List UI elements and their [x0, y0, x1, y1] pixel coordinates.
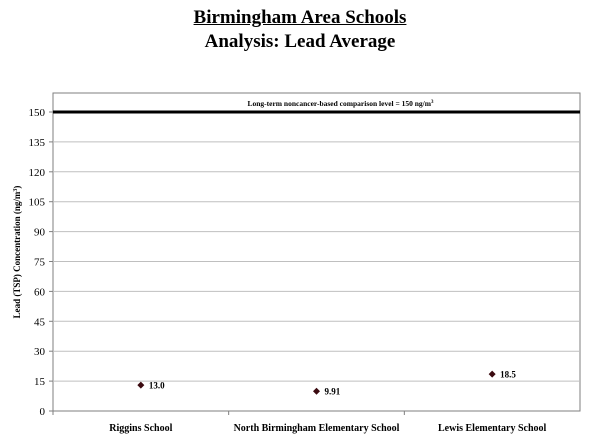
y-tick-label-60: 60	[34, 286, 45, 299]
y-axis-ticks	[29, 107, 54, 418]
y-tick-label-30: 30	[34, 346, 45, 359]
x-category-label-0: Riggins School	[109, 423, 173, 434]
x-category-label-1: North Birmingham Elementary School	[233, 423, 400, 434]
x-axis-categories	[53, 411, 547, 434]
y-tick-label-150: 150	[28, 107, 45, 119]
y-tick-label-135: 135	[28, 136, 45, 149]
y-axis-label-sup: 3	[13, 188, 19, 192]
y-axis-label-text: Lead (TSP) Concentration (ng/m	[12, 191, 22, 319]
data-label-2: 18.5	[500, 369, 516, 380]
y-tick-label-105: 105	[28, 196, 45, 209]
y-tick-label-45: 45	[34, 316, 45, 329]
y-tick-label-0: 0	[39, 406, 45, 418]
data-label-1: 9.91	[324, 386, 341, 397]
y-tick-label-90: 90	[34, 226, 45, 239]
reference-label-text: Long-term noncancer-based comparison level = 150 ng/m	[247, 99, 432, 108]
y-axis-label-end: )	[12, 185, 22, 189]
y-tick-label-15: 15	[34, 376, 45, 389]
y-tick-label-120: 120	[28, 166, 45, 179]
reference-line-label	[247, 99, 434, 108]
chart-title: Birmingham Area Schools	[193, 7, 407, 28]
y-tick-label-75: 75	[34, 256, 45, 269]
chart-subtitle: Analysis: Lead Average	[204, 31, 396, 52]
x-category-label-2: Lewis Elementary School	[438, 423, 547, 434]
data-label-0: 13.0	[148, 380, 165, 391]
plot-area	[53, 93, 580, 411]
y-axis-label	[12, 186, 22, 319]
reference-label-sup: 3	[431, 100, 434, 105]
